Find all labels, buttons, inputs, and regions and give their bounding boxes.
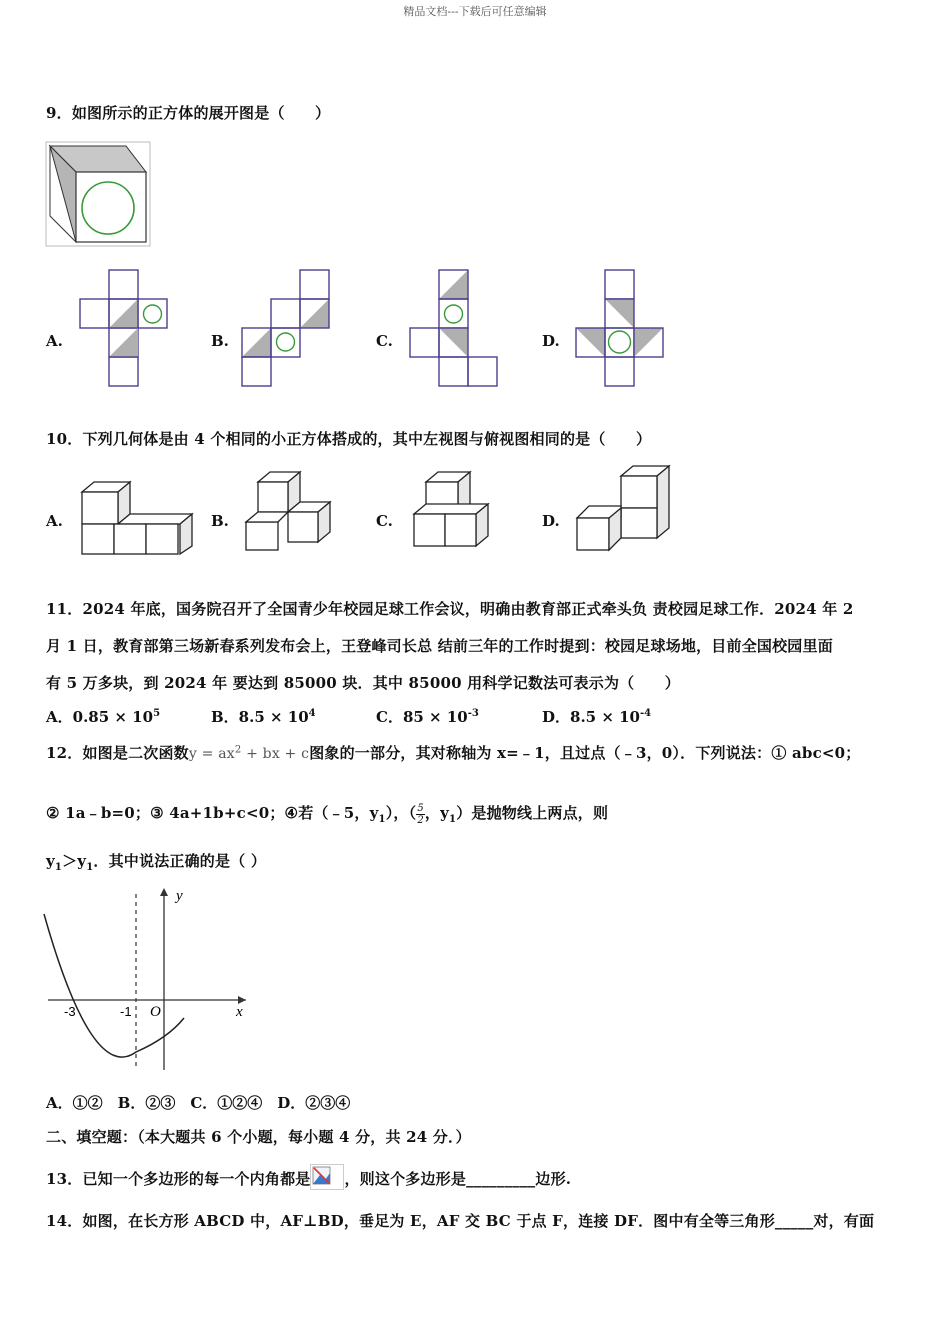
q10-option-a-label: A. — [46, 512, 63, 530]
tick-label-neg1: -1 — [120, 1004, 132, 1019]
q9-option-c-label: C. — [376, 332, 393, 350]
q12-line1: 12．如图是二次函数$y = ax^2$ + bx + c图象的一部分，其对称轴为 x=﹣1，且过点（﹣3，0）．下列说法：① abc<0； — [46, 744, 861, 762]
section-2-heading: 二、填空题：（本大题共 6 个小题，每小题 4 分，共 24 分．） — [46, 1128, 471, 1146]
q11-line1: 11．2024 年底，国务院召开了全国青少年校园足球工作会议，明确由教育部正式牵头负 责校园足球工作．2024 年 2 — [46, 600, 854, 618]
q12-line3: $y_1>y_1$．其中说法正确的是（ ） — [46, 852, 267, 873]
q13-line: 13．已知一个多边形的每一个内角都是 ，则这个多边形是_________边形. — [46, 1164, 571, 1190]
y-axis-arrow — [160, 888, 168, 896]
x-axis-label: x — [236, 1004, 243, 1020]
q12-formula: $y = ax^2$ + bx + c — [188, 744, 310, 762]
q10-solid-c — [412, 470, 496, 554]
q12-line2: ② 1a﹣b=0；③ 4a+1b+c<0；④若（﹣5，$y_1$），（ $\frac{5}{2}$ ，$y_1$）是抛物线上两点，则 — [46, 802, 609, 826]
q10-solid-a — [80, 480, 200, 556]
q9-net-b — [238, 268, 336, 390]
x-axis-arrow — [238, 996, 246, 1004]
q13-broken-image-icon — [310, 1164, 344, 1190]
q9-option-a-label: A. — [46, 332, 63, 350]
parabola-curve — [44, 914, 184, 1057]
y-axis-label: y — [176, 888, 183, 904]
q10-option-d-label: D. — [542, 512, 560, 530]
q10-solid-b — [244, 470, 336, 554]
q9-stem: 9．如图所示的正方体的展开图是（ ） — [46, 104, 331, 122]
q11-option-b: B．$8.5 \times 10^4$ — [211, 708, 316, 726]
q12-parabola-graph — [40, 884, 256, 1074]
q9-option-b-label: B. — [211, 332, 229, 350]
q9-option-d-label: D. — [542, 332, 560, 350]
q9-cube-figure — [46, 142, 152, 248]
q10-stem: 10．下列几何体是由 4 个相同的小正方体搭成的，其中左视图与俯视图相同的是（ ） — [46, 430, 652, 448]
page-header: 精品文档---下载后可任意编辑 — [403, 5, 547, 18]
q9-net-c — [404, 268, 502, 390]
q11-line2: 月 1 日，教育部第三场新春系列发布会上，王登峰司长总 结前三年的工作时提到：校园足球场地，目前全国校园里面 — [46, 637, 833, 655]
q11-option-c: C．$85 \times 10^{-3}$ — [376, 708, 479, 726]
q12-options: A．①② B．②③ C．①②④ D．②③④ — [46, 1094, 351, 1112]
q12-fraction: $\frac{5}{2}$ — [417, 802, 424, 826]
q10-solid-d — [575, 464, 673, 554]
q11-line3: 有 5 万多块，到 2024 年 要达到 85000 块．其中 85000 用科学记数法可表示为（ ） — [46, 674, 680, 692]
q14-line: 14．如图，在长方形 ABCD 中，AF⊥BD，垂足为 E，AF 交 BC 于点 F，连接 DF．图中有全等三角形_____对，有面 — [46, 1212, 875, 1230]
origin-label: O — [150, 1004, 161, 1020]
q9-net-d — [570, 268, 668, 390]
q10-option-c-label: C. — [376, 512, 393, 530]
q11-option-a: A．$0.85 \times 10^5$ — [46, 708, 161, 726]
tick-label-neg3: -3 — [64, 1004, 76, 1019]
q11-option-d: D．$8.5 \times 10^{-4}$ — [542, 708, 652, 726]
q9-net-a — [74, 268, 172, 390]
q10-option-b-label: B. — [211, 512, 229, 530]
